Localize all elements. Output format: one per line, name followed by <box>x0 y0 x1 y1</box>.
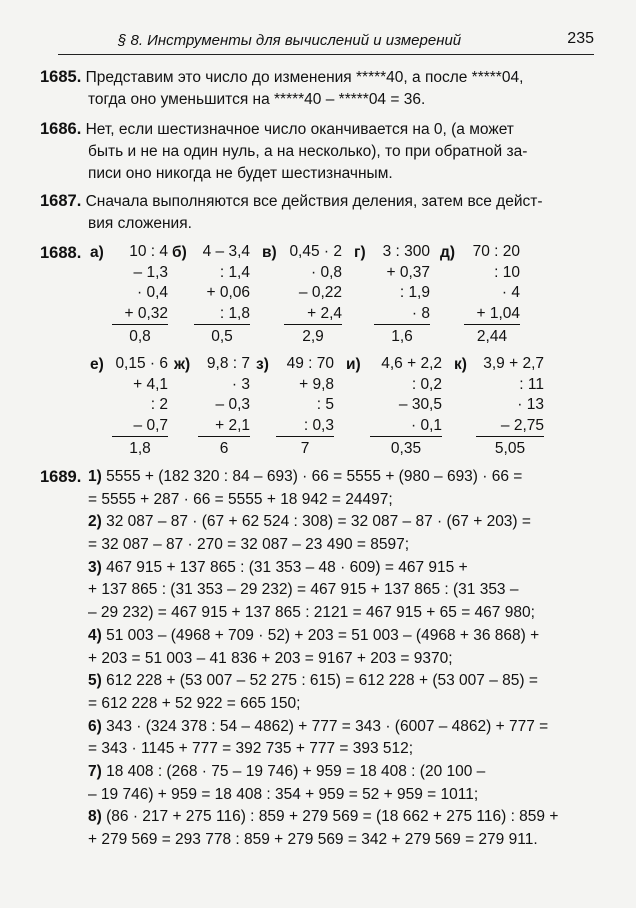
item-label-a: а) <box>90 244 104 261</box>
step: + 0,32 <box>112 304 168 326</box>
problem-text: Нет, если шестизначное число оканчивается на 0, (а может <box>85 121 514 138</box>
column-d <box>464 242 520 348</box>
equation-text: 612 228 + (53 007 – 52 275 : 615) = 612 228 + (53 007 – 85) = <box>106 672 538 690</box>
page-header <box>58 30 594 55</box>
problem-number: 1687. <box>40 192 82 210</box>
step: 4 – 3,4 <box>202 243 250 260</box>
item-number: 3) <box>88 558 102 576</box>
column-k <box>476 354 544 460</box>
item-label-v: в) <box>262 244 277 261</box>
column-zh <box>198 354 250 460</box>
result: 2,44 <box>476 328 508 345</box>
equation-text: + 279 569 = 293 778 : 859 + 279 569 = 342 + 279 569 = 279 911. <box>88 831 538 848</box>
result: 6 <box>219 440 229 457</box>
problem-1686 <box>40 118 600 185</box>
problem-number: 1688. <box>40 244 82 262</box>
step: · 4 <box>501 284 520 301</box>
equation-text: 51 003 – (4968 + 709 · 52) + 203 = 51 003 – (4968 + 36 868) + <box>106 626 540 644</box>
step: – 1,3 <box>133 263 168 281</box>
equation-text: – 19 746) + 959 = 18 408 : 354 + 959 = 52 + 959 = 1011; <box>88 785 479 803</box>
equation-text: 467 915 + 137 865 : (31 353 – 48 · 609) = 467 915 + <box>106 558 468 576</box>
problem-number: 1686. <box>40 120 82 138</box>
result: 1,6 <box>391 328 413 345</box>
equation-text: + 137 865 : (31 353 – 29 232) = 467 915 + 137 865 : (31 353 – <box>88 581 519 599</box>
equation-text: (86 · 217 + 275 116) : 859 + 279 569 = (18 662 + 275 116) : 859 + <box>106 808 559 826</box>
step: 70 : 20 <box>472 243 520 260</box>
step: – 0,7 <box>112 416 168 438</box>
column-g <box>374 242 430 348</box>
result: 0,5 <box>211 328 233 345</box>
step: – 30,5 <box>398 396 442 413</box>
equation-text: 18 408 : (268 · 75 – 19 746) + 959 = 18 408 : (20 100 – <box>106 762 486 780</box>
step: · 0,1 <box>370 416 442 438</box>
item-label-zh: ж) <box>174 356 191 373</box>
step: + 0,37 <box>386 263 430 281</box>
step: 10 : 4 <box>129 243 168 260</box>
step: · 13 <box>517 396 544 413</box>
step: + 9,8 <box>299 375 334 393</box>
item-number: 4) <box>88 626 102 644</box>
item-number: 2) <box>88 513 102 531</box>
step: · 3 <box>231 375 250 393</box>
item-label-e: е) <box>90 356 104 373</box>
column-b <box>194 242 250 348</box>
problem-number: 1689. <box>40 468 82 486</box>
item-label-i: и) <box>346 356 361 373</box>
problem-text: Представим это число до изменения *****40, а после *****04, <box>85 69 524 86</box>
step: 4,6 + 2,2 <box>381 355 442 372</box>
step: : 2 <box>150 396 168 413</box>
result: 0,35 <box>390 440 422 457</box>
equation-text: 5555 + (182 320 : 84 – 693) · 66 = 5555 + (980 – 693) · 66 = <box>106 468 523 485</box>
problem-text: вия сложения. <box>88 215 192 232</box>
problem-1687 <box>40 190 600 235</box>
equation-text: = 612 228 + 52 922 = 665 150; <box>88 694 301 712</box>
result: 5,05 <box>494 440 526 457</box>
equation-text: – 29 232) = 467 915 + 137 865 : 2121 = 467 915 + 65 = 467 980; <box>88 604 535 622</box>
result: 2,9 <box>302 328 324 345</box>
problem-1689 <box>88 466 608 852</box>
result: 7 <box>300 440 310 457</box>
problem-text: быть и не на один нуль, а на несколько), то при обратной за- <box>88 143 528 160</box>
step: · 0,4 <box>136 284 168 301</box>
column-e <box>112 354 168 460</box>
result: 0,8 <box>129 328 151 345</box>
step: : 1,9 <box>399 284 430 301</box>
step: · 0,8 <box>310 263 342 281</box>
step: – 0,3 <box>215 396 250 413</box>
item-label-g: г) <box>354 244 366 261</box>
step: : 1,4 <box>219 263 250 281</box>
step: : 1,8 <box>194 304 250 326</box>
problem-number: 1685. <box>40 68 82 86</box>
step: + 1,04 <box>464 304 520 326</box>
equation-text: = 5555 + 287 · 66 = 5555 + 18 942 = 24497; <box>88 490 393 508</box>
equation-text: 343 · (324 378 : 54 – 4862) + 777 = 343 · (6007 – 4862) + 777 = <box>106 717 549 735</box>
equation-text: + 203 = 51 003 – 41 836 + 203 = 9167 + 203 = 9370; <box>88 649 453 667</box>
problem-text: Сначала выполняются все действия деления, затем все дейст- <box>85 193 543 210</box>
step: 0,45 · 2 <box>289 243 342 260</box>
step: : 5 <box>316 396 334 413</box>
step: : 10 <box>494 263 520 281</box>
item-label-b: б) <box>172 244 187 261</box>
section-title: § 8. Инструменты для вычислений и измерений <box>118 32 462 49</box>
equation-text: = 32 087 – 87 · 270 = 32 087 – 23 490 = 8597; <box>88 536 410 554</box>
column-a <box>112 242 168 348</box>
step: + 2,4 <box>284 304 342 326</box>
item-number: 1) <box>88 468 102 485</box>
column-i <box>370 354 442 460</box>
step: + 4,1 <box>133 375 168 393</box>
step: 0,15 · 6 <box>115 355 168 372</box>
item-number: 8) <box>88 808 102 826</box>
step: – 0,22 <box>298 284 342 301</box>
step: : 11 <box>519 375 544 393</box>
item-number: 7) <box>88 762 102 780</box>
result: 1,8 <box>129 440 151 457</box>
step: 3 : 300 <box>382 243 430 260</box>
problem-text: писи оно никогда не будет шестизначным. <box>88 165 393 182</box>
item-number: 6) <box>88 717 102 735</box>
step: : 0,3 <box>276 416 334 438</box>
step: · 8 <box>374 304 430 326</box>
equation-text: = 343 · 1145 + 777 = 392 735 + 777 = 393 512; <box>88 740 414 758</box>
item-number: 5) <box>88 672 102 690</box>
item-label-k: к) <box>454 356 467 373</box>
page-number: 235 <box>567 30 594 47</box>
item-label-z: з) <box>256 356 269 373</box>
step: – 2,75 <box>476 416 544 438</box>
step: 9,8 : 7 <box>206 355 250 372</box>
step: 49 : 70 <box>286 355 334 372</box>
step: 3,9 + 2,7 <box>483 355 544 372</box>
step: : 0,2 <box>411 375 442 393</box>
problem-1685 <box>40 66 600 111</box>
item-label-d: д) <box>440 244 456 261</box>
problem-text: тогда оно уменьшится на *****40 – *****04 = 36. <box>88 91 426 108</box>
equation-text: 32 087 – 87 · (67 + 62 524 : 308) = 32 087 – 87 · (67 + 203) = <box>106 513 531 531</box>
column-v <box>284 242 342 348</box>
step: + 0,06 <box>206 284 250 301</box>
step: + 2,1 <box>198 416 250 438</box>
column-z <box>276 354 334 460</box>
